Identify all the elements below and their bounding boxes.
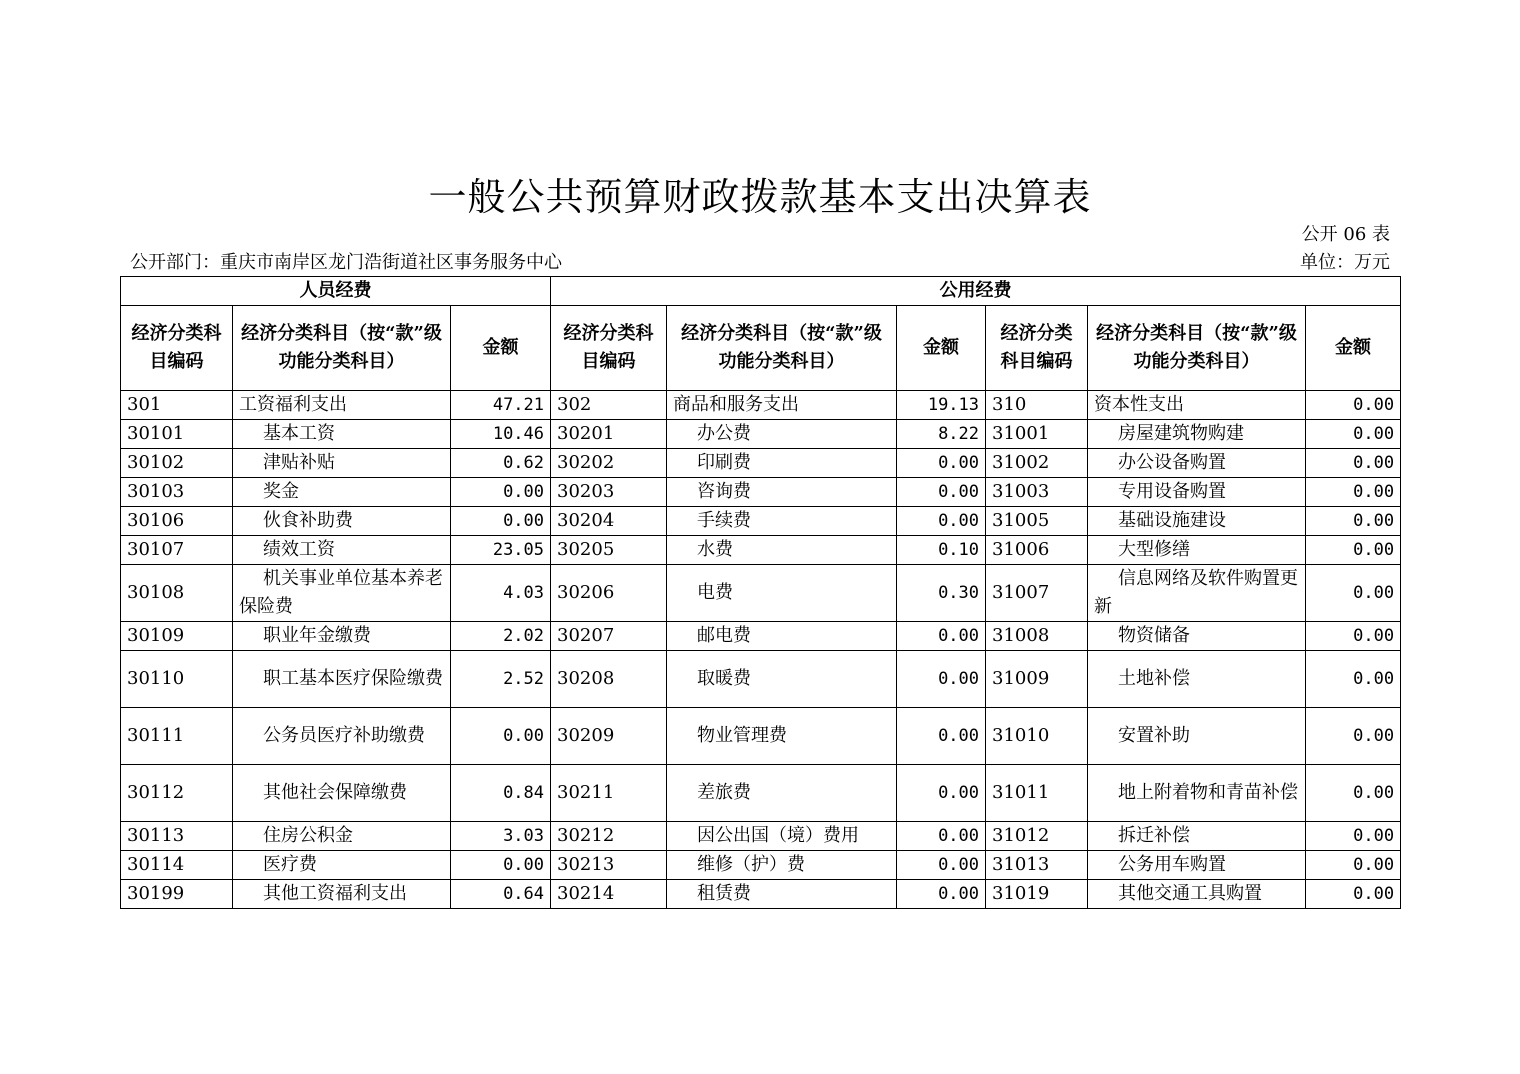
capital-code-cell: 31003 <box>986 478 1088 507</box>
personnel-code-cell: 30108 <box>121 565 233 622</box>
public-code-cell: 30207 <box>551 622 667 651</box>
table-row <box>121 391 1401 420</box>
public-code-cell: 30214 <box>551 880 667 909</box>
personnel-amount-cell: 3.03 <box>451 822 551 851</box>
capital-amount-cell: 0.00 <box>1306 420 1401 449</box>
public-amount-cell: 19.13 <box>897 391 986 420</box>
public-code-cell: 30205 <box>551 536 667 565</box>
table-row <box>121 851 1401 880</box>
personnel-name-cell: 其他社会保障缴费 <box>233 765 451 822</box>
personnel-name-cell: 机关事业单位基本养老保险费 <box>233 565 451 622</box>
personnel-amount-cell: 0.64 <box>451 880 551 909</box>
public-name-cell: 手续费 <box>667 507 897 536</box>
personnel-amount-cell: 0.00 <box>451 507 551 536</box>
capital-name-cell: 资本性支出 <box>1088 391 1306 420</box>
unit-label: 单位：万元 <box>1300 252 1390 273</box>
capital-code-cell: 31013 <box>986 851 1088 880</box>
header-code: 经济分类科目编码 <box>121 306 233 391</box>
header-name: 经济分类科目（按“款”级功能分类科目） <box>233 306 451 391</box>
personnel-amount-cell: 23.05 <box>451 536 551 565</box>
expenditure-table <box>120 276 1401 909</box>
group-public: 公用经费 <box>551 277 1401 306</box>
public-name-cell: 物业管理费 <box>667 708 897 765</box>
capital-code-cell: 31007 <box>986 565 1088 622</box>
public-amount-cell: 8.22 <box>897 420 986 449</box>
table-row <box>121 507 1401 536</box>
personnel-name-cell: 工资福利支出 <box>233 391 451 420</box>
personnel-code-cell: 30106 <box>121 507 233 536</box>
personnel-amount-cell: 0.62 <box>451 449 551 478</box>
header-name: 经济分类科目（按“款”级功能分类科目） <box>667 306 897 391</box>
capital-amount-cell: 0.00 <box>1306 449 1401 478</box>
table-number: 公开 06 表 <box>1301 224 1390 245</box>
public-amount-cell: 0.00 <box>897 822 986 851</box>
personnel-amount-cell: 2.52 <box>451 651 551 708</box>
public-amount-cell: 0.00 <box>897 478 986 507</box>
public-name-cell: 维修（护）费 <box>667 851 897 880</box>
public-name-cell: 印刷费 <box>667 449 897 478</box>
public-name-cell: 差旅费 <box>667 765 897 822</box>
table-row <box>121 822 1401 851</box>
capital-amount-cell: 0.00 <box>1306 822 1401 851</box>
public-amount-cell: 0.00 <box>897 851 986 880</box>
personnel-code-cell: 30110 <box>121 651 233 708</box>
public-code-cell: 30209 <box>551 708 667 765</box>
public-name-cell: 邮电费 <box>667 622 897 651</box>
public-amount-cell: 0.10 <box>897 536 986 565</box>
public-amount-cell: 0.00 <box>897 507 986 536</box>
capital-code-cell: 31002 <box>986 449 1088 478</box>
capital-amount-cell: 0.00 <box>1306 622 1401 651</box>
header-amount: 金额 <box>451 306 551 391</box>
capital-amount-cell: 0.00 <box>1306 478 1401 507</box>
capital-name-cell: 地上附着物和青苗补偿 <box>1088 765 1306 822</box>
capital-amount-cell: 0.00 <box>1306 651 1401 708</box>
capital-name-cell: 大型修缮 <box>1088 536 1306 565</box>
capital-name-cell: 房屋建筑物购建 <box>1088 420 1306 449</box>
capital-name-cell: 安置补助 <box>1088 708 1306 765</box>
header-amount: 金额 <box>897 306 986 391</box>
public-name-cell: 办公费 <box>667 420 897 449</box>
capital-name-cell: 拆迁补偿 <box>1088 822 1306 851</box>
public-amount-cell: 0.00 <box>897 651 986 708</box>
personnel-name-cell: 津贴补贴 <box>233 449 451 478</box>
table-row <box>121 449 1401 478</box>
personnel-name-cell: 奖金 <box>233 478 451 507</box>
capital-amount-cell: 0.00 <box>1306 851 1401 880</box>
public-code-cell: 30208 <box>551 651 667 708</box>
group-personnel: 人员经费 <box>121 277 551 306</box>
personnel-amount-cell: 2.02 <box>451 622 551 651</box>
public-code-cell: 30211 <box>551 765 667 822</box>
public-amount-cell: 0.00 <box>897 880 986 909</box>
capital-amount-cell: 0.00 <box>1306 507 1401 536</box>
capital-amount-cell: 0.00 <box>1306 765 1401 822</box>
personnel-name-cell: 住房公积金 <box>233 822 451 851</box>
department-label: 公开部门：重庆市南岸区龙门浩街道社区事务服务中心 <box>130 252 562 273</box>
table-body <box>121 391 1401 909</box>
public-code-cell: 30206 <box>551 565 667 622</box>
capital-code-cell: 31006 <box>986 536 1088 565</box>
table-row <box>121 880 1401 909</box>
personnel-amount-cell: 0.84 <box>451 765 551 822</box>
public-name-cell: 因公出国（境）费用 <box>667 822 897 851</box>
personnel-name-cell: 其他工资福利支出 <box>233 880 451 909</box>
public-amount-cell: 0.00 <box>897 622 986 651</box>
table-row <box>121 765 1401 822</box>
public-name-cell: 商品和服务支出 <box>667 391 897 420</box>
personnel-name-cell: 公务员医疗补助缴费 <box>233 708 451 765</box>
personnel-name-cell: 职业年金缴费 <box>233 622 451 651</box>
header-code: 经济分类科目编码 <box>986 306 1088 391</box>
capital-amount-cell: 0.00 <box>1306 880 1401 909</box>
capital-code-cell: 31012 <box>986 822 1088 851</box>
table-row <box>121 565 1401 622</box>
capital-amount-cell: 0.00 <box>1306 536 1401 565</box>
table-row <box>121 651 1401 708</box>
public-code-cell: 30201 <box>551 420 667 449</box>
page-title: 一般公共预算财政拨款基本支出决算表 <box>428 175 1092 219</box>
capital-name-cell: 基础设施建设 <box>1088 507 1306 536</box>
header-code: 经济分类科目编码 <box>551 306 667 391</box>
personnel-amount-cell: 10.46 <box>451 420 551 449</box>
capital-name-cell: 公务用车购置 <box>1088 851 1306 880</box>
personnel-code-cell: 30112 <box>121 765 233 822</box>
public-name-cell: 水费 <box>667 536 897 565</box>
capital-name-cell: 土地补偿 <box>1088 651 1306 708</box>
personnel-amount-cell: 47.21 <box>451 391 551 420</box>
capital-code-cell: 310 <box>986 391 1088 420</box>
capital-code-cell: 31010 <box>986 708 1088 765</box>
personnel-code-cell: 30103 <box>121 478 233 507</box>
public-code-cell: 30203 <box>551 478 667 507</box>
public-name-cell: 租赁费 <box>667 880 897 909</box>
header-amount: 金额 <box>1306 306 1401 391</box>
public-amount-cell: 0.30 <box>897 565 986 622</box>
personnel-code-cell: 30107 <box>121 536 233 565</box>
capital-name-cell: 信息网络及软件购置更新 <box>1088 565 1306 622</box>
personnel-name-cell: 伙食补助费 <box>233 507 451 536</box>
personnel-amount-cell: 0.00 <box>451 708 551 765</box>
public-code-cell: 30202 <box>551 449 667 478</box>
personnel-code-cell: 301 <box>121 391 233 420</box>
public-name-cell: 电费 <box>667 565 897 622</box>
personnel-code-cell: 30113 <box>121 822 233 851</box>
personnel-code-cell: 30102 <box>121 449 233 478</box>
table-row <box>121 708 1401 765</box>
capital-amount-cell: 0.00 <box>1306 391 1401 420</box>
public-amount-cell: 0.00 <box>897 708 986 765</box>
personnel-name-cell: 基本工资 <box>233 420 451 449</box>
personnel-name-cell: 职工基本医疗保险缴费 <box>233 651 451 708</box>
capital-code-cell: 31011 <box>986 765 1088 822</box>
capital-code-cell: 31005 <box>986 507 1088 536</box>
table-row <box>121 622 1401 651</box>
capital-name-cell: 办公设备购置 <box>1088 449 1306 478</box>
table-row <box>121 420 1401 449</box>
table-row <box>121 478 1401 507</box>
capital-name-cell: 物资储备 <box>1088 622 1306 651</box>
public-name-cell: 咨询费 <box>667 478 897 507</box>
capital-code-cell: 31009 <box>986 651 1088 708</box>
personnel-code-cell: 30111 <box>121 708 233 765</box>
public-code-cell: 302 <box>551 391 667 420</box>
capital-code-cell: 31019 <box>986 880 1088 909</box>
public-code-cell: 30204 <box>551 507 667 536</box>
capital-name-cell: 专用设备购置 <box>1088 478 1306 507</box>
public-code-cell: 30212 <box>551 822 667 851</box>
personnel-code-cell: 30109 <box>121 622 233 651</box>
capital-code-cell: 31008 <box>986 622 1088 651</box>
public-code-cell: 30213 <box>551 851 667 880</box>
personnel-amount-cell: 0.00 <box>451 851 551 880</box>
capital-amount-cell: 0.00 <box>1306 565 1401 622</box>
capital-code-cell: 31001 <box>986 420 1088 449</box>
personnel-name-cell: 绩效工资 <box>233 536 451 565</box>
capital-amount-cell: 0.00 <box>1306 708 1401 765</box>
public-amount-cell: 0.00 <box>897 449 986 478</box>
public-name-cell: 取暖费 <box>667 651 897 708</box>
personnel-amount-cell: 0.00 <box>451 478 551 507</box>
capital-name-cell: 其他交通工具购置 <box>1088 880 1306 909</box>
personnel-amount-cell: 4.03 <box>451 565 551 622</box>
header-name: 经济分类科目（按“款”级功能分类科目） <box>1088 306 1306 391</box>
personnel-name-cell: 医疗费 <box>233 851 451 880</box>
table-row <box>121 536 1401 565</box>
personnel-code-cell: 30114 <box>121 851 233 880</box>
personnel-code-cell: 30199 <box>121 880 233 909</box>
public-amount-cell: 0.00 <box>897 765 986 822</box>
personnel-code-cell: 30101 <box>121 420 233 449</box>
